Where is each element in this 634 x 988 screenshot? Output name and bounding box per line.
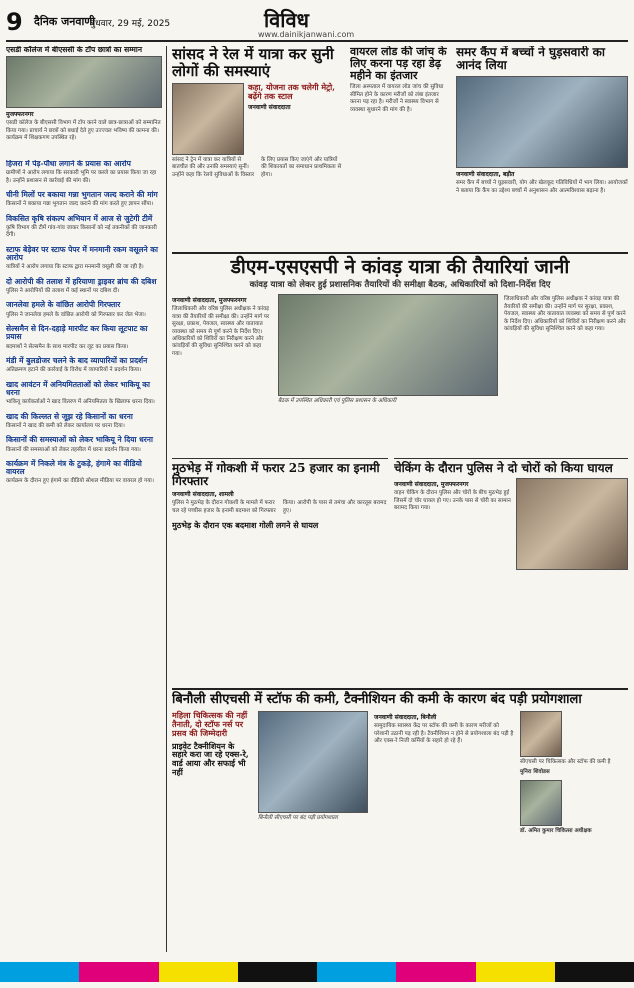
masthead: [6, 6, 628, 42]
group-photo: [6, 56, 162, 108]
byline: जनवाणी संवाददाता: [248, 103, 291, 111]
headline: वायरल लोड की जांच के लिए करना पड़ रहा डेढ़ महीने का इंतजार: [350, 46, 447, 83]
story-sd-college: [6, 46, 162, 156]
side-headline-2: प्राइवेट टैक्नीशियन के सहारे करा जा रहे एक्स-रे, वार्ड आया और सफाई भी नहीं: [172, 740, 249, 778]
headline: स्टाफ बेड़ेवर पर स्टाफ पेपर में मनमानी रकम वसूलने का आरोप: [6, 244, 158, 263]
article-body: किसानों ने खाद की कमी को लेकर कार्यालय पर धरना दिया।: [6, 422, 125, 429]
side-headline: महिला चिकित्सक की नहीं तैनाती, दो स्टॉफ नर्स पर प्रसव की जिम्मेदारी: [172, 710, 248, 738]
headline: मंडी में बुलडोजर चलने के बाद व्यापारियों का प्रदर्शन: [6, 356, 148, 366]
page-number: 9: [6, 8, 23, 36]
police-photo: [516, 478, 628, 570]
article-body: कार्यक्रम के दौरान हुए हंगामे का वीडियो सोशल मीडिया पर वायरल हो गया।: [6, 478, 154, 485]
portrait-caption: मुनिरा शिवोडस: [520, 768, 550, 775]
article-body-continued: जिलाधिकारी और वरिष्ठ पुलिस अधीक्षक ने कांवड़ यात्रा की तैयारियों की समीक्षा की। उन्होंने मार्ग पर सुरक्षा, प्रकाश, पेयजल, स्वास्थ्य और यातायात व्यवस्था को समय से पूर्ण करने के निर्देश दिए। अधिकारियों को शिविरों का निरीक्षण करने और कांवड़ियों की सुविधा सुनिश्चित करने को कहा गया।: [504, 296, 626, 332]
headline: एसडी कॉलेज में बीएससी के टॉप छात्रों का सम्मान: [6, 46, 142, 54]
article-body: जिला अस्पताल में वायरल लोड जांच की सुविधा सीमित होने के कारण मरीजों को लंबा इंतजार करना पड़ रहा है। मरीजों ने स्वास्थ्य विभाग से व्यवस्था सुधारने की मांग की है।: [350, 84, 444, 113]
portrait-photo: [520, 711, 562, 757]
article-body: पुलिस ने जानलेवा हमले के वांछित आरोपी को गिरफ्तार कर जेल भेजा।: [6, 311, 146, 318]
article-body: एसडी कॉलेज के बीएससी विभाग में टॉप करने वाले छात्र-छात्राओं को सम्मानित किया गया। प्राचार्य ने छात्रों को बधाई देते हुए उज्ज्वल भविष्य की कामना की। कार्यक्रम में शिक्षकगण उपस्थित रहे।: [6, 120, 161, 142]
headline: बिनौली सीएचसी में स्टॉफ की कमी, टैक्नीशियन की कमी के कारण बंद पड़ी प्रयोगशाला: [172, 692, 582, 707]
article-body: बदमाशों ने सेल्समैन के साथ मारपीट कर लूट का प्रयास किया।: [6, 343, 129, 350]
byline: जनवाणी संवाददाता, बिनौली: [374, 714, 437, 722]
subheadline: कांवड़ यात्रा को लेकर हुई प्रशासनिक तैयारियों की समीक्षा बैठक, अधिकारियों को दिशा-निर्देश दिए: [249, 279, 551, 290]
article-body: समर कैंप में बच्चों ने घुड़सवारी, योग और खेलकूद गतिविधियों में भाग लिया। आयोजकों ने बताया कि कैंप का उद्देश्य बच्चों में अनुशासन और आत्मविश्वास बढ़ाना है।: [456, 180, 628, 194]
article-body: किसानों की समस्याओं को लेकर तहसील में धरना प्रदर्शन किया गया।: [6, 446, 141, 453]
article-body: यात्रियों ने आरोप लगाया कि स्टाफ द्वारा मनमानी वसूली की जा रही है।: [6, 264, 144, 271]
headline: खाद की किल्लत से जूझ रहे किसानों का धरना: [6, 411, 133, 421]
story-viral-load: [350, 46, 450, 246]
headline: चेकिंग के दौरान पुलिस ने दो चोरों को किया घायल: [394, 461, 613, 475]
lead-story-kanwar: [172, 252, 628, 454]
headline: जानलेवा हमले के वांछित आरोपी गिरफ्तार: [6, 300, 121, 310]
website-link[interactable]: www.dainikjanwani.com: [258, 30, 355, 39]
headline: कार्यक्रम में निकले मंत्र के टुकड़े, हंगामे का वीडियो वायरल: [6, 458, 142, 477]
headline: चीनी मिलों पर बकाया गन्ना भुगतान जल्द कराने की मांग: [6, 190, 158, 200]
brand-name: दैनिक जनवाणी: [34, 15, 96, 28]
byline: जनवाणी संवाददाता, शामली: [172, 491, 234, 499]
byline: जनवाणी संवाददाता, मुजफ्फरनगर: [172, 297, 247, 305]
left-briefs: [6, 160, 162, 952]
headline: सेल्समैन से दिन-दहाड़े मारपीट कर किया लूटपाट का प्रयास: [6, 324, 148, 342]
headline: मुठभेड़ में गोकशी में फरार 25 हजार का इनामी गिरफ्तार: [172, 461, 380, 489]
headline: हिजरा में पेड़-पौधा लगाने के प्रयास का आरोप: [6, 160, 131, 168]
story-mp-rail: [172, 46, 344, 246]
article-body: कृषि विभाग की टीमें गांव-गांव जाकर किसानों को नई तकनीकों की जानकारी देंगी।: [6, 225, 157, 239]
portrait-photo: [520, 780, 562, 826]
article-body: अतिक्रमण हटाने की कार्रवाई के विरोध में व्यापारियों ने प्रदर्शन किया।: [6, 367, 142, 374]
headline: विकसित कृषि संकल्प अभियान में आज से जुटेगी टीमें: [6, 213, 153, 223]
headline: डीएम-एसएसपी ने कांवड़ यात्रा की तैयारियां जानी: [230, 256, 570, 278]
byline: जनवाणी संवाददाता, मुजफ्फरनगर: [394, 481, 469, 489]
column-divider: [166, 46, 167, 952]
headline: सांसद ने रेल में यात्रा कर सुनी लोगों की समस्याएं: [172, 46, 334, 80]
lab-photo: [258, 711, 368, 813]
byline: जनवाणी संवाददाता, बड़ौत: [456, 171, 515, 179]
headline: किसानों की समस्याओं को लेकर भाकियू ने दिया धरना: [6, 435, 153, 445]
story-summer-camp: [456, 46, 628, 246]
article-body: पुलिस ने आरोपियों की तलाश में कई स्थानों पर दबिश दी।: [6, 288, 120, 295]
article-body: सांसद ने ट्रेन में यात्रा कर यात्रियों से बातचीत की और उनकी समस्याएं सुनीं। उन्होंने कहा कि रेलवे सुविधाओं के विस्तार के लिए प्रयास किए जाएंगे और यात्रियों की शिकायतों का समाधान प्राथमिकता से होगा।: [172, 157, 342, 178]
photo-caption: बैठक में उपस्थित अधिकारी एवं पुलिस प्रशासन के अधिकारी: [278, 398, 397, 405]
headline: समर कैंप में बच्चों ने घुड़सवारी का आनंद लिया: [456, 46, 605, 73]
article-body: किसानों ने बकाया गन्ना भुगतान जल्द कराने की मांग करते हुए ज्ञापन सौंपा।: [6, 201, 154, 208]
story-chc-binauli: [172, 688, 628, 954]
portrait-caption: सीएचसी पर चिकित्सक और स्टॉफ की कमी है: [520, 759, 611, 766]
article-body: जिलाधिकारी और वरिष्ठ पुलिस अधीक्षक ने कांवड़ यात्रा की तैयारियों की समीक्षा की। उन्होंने मार्ग पर सुरक्षा, प्रकाश, पेयजल, स्वास्थ्य और यातायात व्यवस्था को समय से पूर्ण करने के निर्देश दिए। अधिकारियों को शिविरों का निरीक्षण करने और कांवड़ियों की सुविधा सुनिश्चित करने को कहा गया।: [172, 306, 270, 357]
headline: दो आरोपी की तलाश में हरियाणा ड्राइवर ब्रांच की दबिश: [6, 276, 157, 286]
subheadline: कहा, योजना तक चलेगी मेट्रो, बढ़ेंगे तक स्टाल: [248, 82, 336, 101]
color-registration-bar: [0, 962, 634, 982]
quote-attribution: डॉ. अमित कुमार चिकित्सा अधीक्षक: [520, 828, 592, 835]
meeting-photo: [278, 294, 498, 396]
article-body: पुलिस ने मुठभेड़ के दौरान गोकशी के मामले में फरार चल रहे पच्चीस हजार के इनामी बदमाश को गिरफ्तार किया। आरोपी के पास से तमंचा और कारतूस बरामद हुए।: [172, 500, 387, 514]
subheadline: मुठभेड़ के दौरान एक बदमाश गोली लगने से घायल: [172, 520, 319, 531]
article-body: सामुदायिक स्वास्थ्य केंद्र पर स्टॉफ की कमी के कारण मरीजों को परेशानी उठानी पड़ रही है। टैक्नीशियन न होने से प्रयोगशाला बंद पड़ी है और एक्स-रे निजी कर्मियों के सहारे हो रहे हैं।: [374, 723, 514, 745]
byline: मुजफ्फरनगर: [6, 111, 34, 119]
section-title: विविध: [264, 8, 309, 32]
headline: खाद आवंटन में अनियमितताओं को लेकर भाकियू का धरना: [6, 379, 150, 397]
article-body: वाहन चेकिंग के दौरान पुलिस और चोरों के बीच मुठभेड़ हुई जिसमें दो चोर घायल हो गए। उनके पास से चोरी का सामान बरामद किया गया।: [394, 490, 511, 512]
story-encounter: [172, 458, 388, 683]
photo-caption: बिनौली सीएचसी पर बंद पड़ी प्रयोगशाला: [258, 815, 338, 822]
article-body: ग्रामीणों ने आरोप लगाया कि सरकारी भूमि पर कब्जे का प्रयास किया जा रहा है। उन्होंने प्रशासन से कार्रवाई की मांग की।: [6, 170, 157, 184]
issue-date: बुधवार, 29 मई, 2025: [90, 19, 171, 29]
story-checking: [394, 458, 628, 683]
mp-photo: [172, 83, 244, 155]
article-body: भाकियू कार्यकर्ताओं ने खाद वितरण में अनियमितता के खिलाफ धरना दिया।: [6, 399, 155, 406]
camp-photo: [456, 76, 628, 168]
